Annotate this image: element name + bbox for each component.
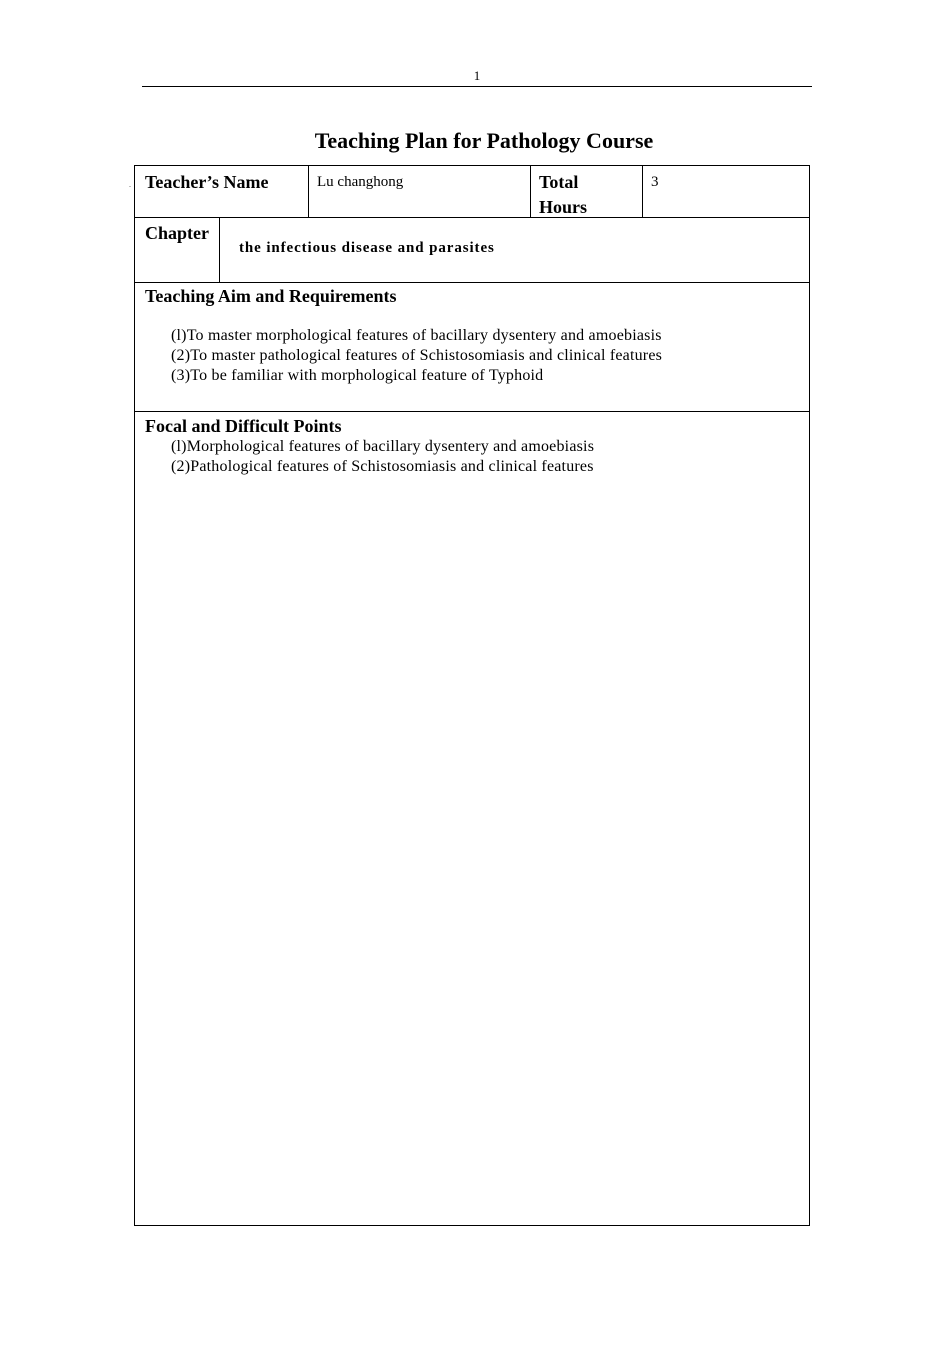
row1-divider-3: [642, 166, 643, 217]
chapter-label-cell: [145, 221, 209, 246]
focal-item: (l)Morphological features of bacillary dysentery and amoebiasis: [171, 438, 595, 455]
focal-item: (2)Pathological features of Schistosomiasis and clinical features: [171, 458, 594, 475]
aims-item: (l)To master morphological features of bacillary dysentery and amoebiasis: [171, 327, 662, 344]
row3-bottom-rule: [135, 411, 809, 412]
row1-divider-2: [530, 166, 531, 217]
teacher-name-value: Lu changhong: [317, 174, 404, 190]
aims-item: (2)To master pathological features of Schistosomiasis and clinical features: [171, 347, 663, 364]
focal-heading: Focal and Difficult Points: [145, 416, 342, 436]
stray-mark: .: [129, 180, 131, 189]
page-number: 1: [473, 68, 481, 83]
teacher-name-label: Teacher’s Name: [145, 172, 269, 192]
aims-list: [145, 326, 799, 386]
chapter-label: Chapter: [145, 223, 209, 243]
document-title: Teaching Plan for Pathology Course: [314, 128, 654, 153]
aims-section: [145, 284, 799, 386]
row2-bottom-rule: [135, 282, 809, 283]
total-hours-value-cell: [651, 172, 659, 192]
teacher-name-label-cell: [145, 170, 268, 195]
aims-heading: Teaching Aim and Requirements: [145, 286, 397, 306]
total-hours-label-line1: Total: [539, 172, 579, 192]
focal-list: [145, 437, 799, 477]
row2-divider: [219, 217, 220, 282]
teaching-plan-table: [134, 165, 810, 1226]
chapter-value-cell: [239, 238, 495, 258]
chapter-value: the infectious disease and parasites: [239, 240, 495, 256]
teacher-name-value-cell: [317, 172, 403, 192]
total-hours-value: 3: [651, 174, 659, 190]
total-hours-label-line2: Hours: [539, 197, 588, 217]
aims-item: (3)To be familiar with morphological feature of Typhoid: [171, 367, 544, 384]
total-hours-label-cell: [539, 170, 587, 220]
row1-divider-1: [308, 166, 309, 217]
row1-bottom-rule: [135, 217, 809, 218]
header-rule: [142, 86, 812, 87]
focal-section: [145, 414, 799, 477]
